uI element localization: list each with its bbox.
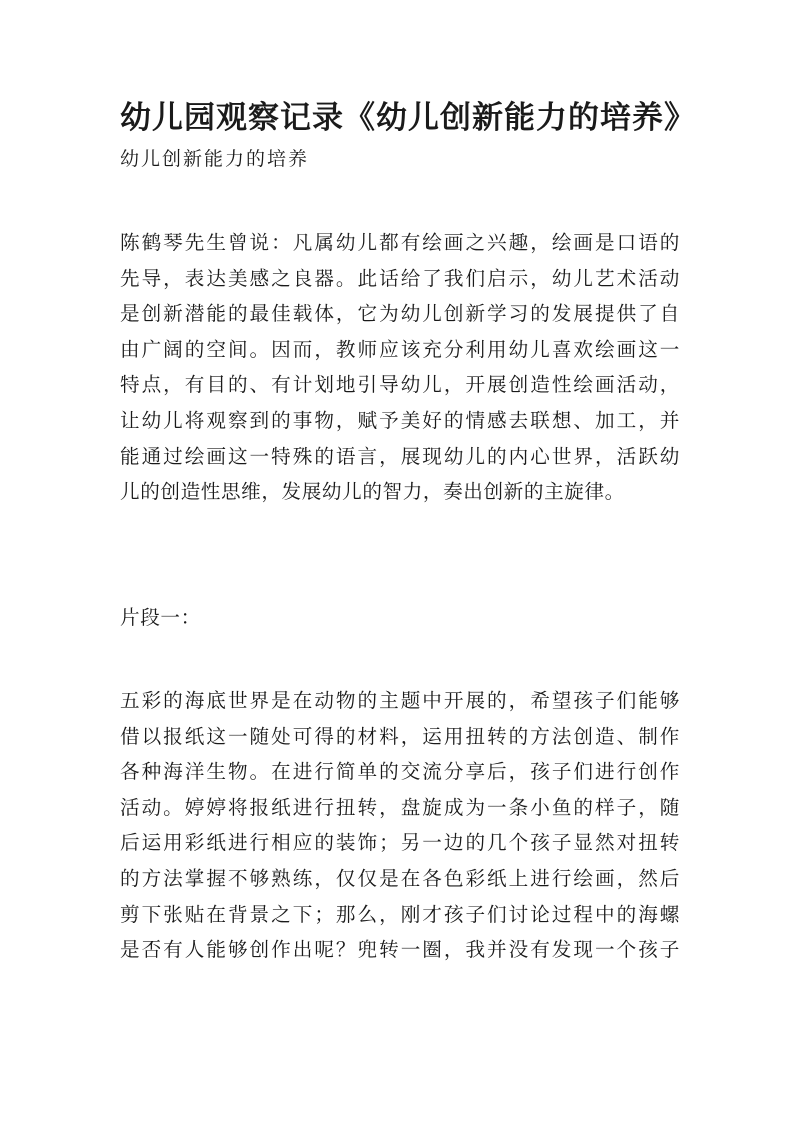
paragraph-line: 先导，表达美感之良器。此话给了我们启示，幼儿艺术活动	[120, 266, 680, 290]
paragraph-line: 五彩的海底世界是在动物的主题中开展的，希望孩子们能够	[120, 689, 680, 712]
paragraph-line: 各种海洋生物。在进行简单的交流分享后，孩子们进行创作	[120, 760, 680, 784]
paragraph-line: 让幼儿将观察到的事物，赋予美好的情感去联想、加工，并	[120, 408, 680, 432]
paragraph-line: 是创新潜能的最佳载体，它为幼儿创新学习的发展提供了自	[120, 302, 680, 326]
paragraph-line: 陈鹤琴先生曾说：凡属幼儿都有绘画之兴趣，绘画是口语的	[120, 231, 680, 254]
section-heading-text: 片段一：	[120, 606, 201, 629]
document-title: 幼儿园观察记录《幼儿创新能力的培养》	[120, 100, 696, 136]
paragraph-line: 活动。婷婷将报纸进行扭转，盘旋成为一条小鱼的样子，随	[120, 795, 680, 819]
paragraph-line: 儿的创造性思维，发展幼儿的智力，奏出创新的主旋律。	[120, 480, 625, 504]
paragraph-line: 能通过绘画这一特殊的语言，展现幼儿的内心世界，活跃幼	[120, 444, 680, 468]
document-subtitle: 幼儿创新能力的培养	[120, 148, 310, 170]
paragraph-line: 由广阔的空间。因而，教师应该充分利用幼儿喜欢绘画这一	[120, 337, 680, 361]
paragraph-line: 剪下张贴在背景之下；那么，刚才孩子们讨论过程中的海螺	[120, 902, 680, 926]
paragraph-line: 的方法掌握不够熟练，仅仅是在各色彩纸上进行绘画，然后	[120, 866, 680, 890]
section-heading	[120, 600, 680, 636]
paragraph-line: 借以报纸这一随处可得的材料，运用扭转的方法创造、制作	[120, 724, 680, 748]
segment-paragraph	[120, 683, 680, 968]
paragraph-line: 特点，有目的、有计划地引导幼儿，开展创造性绘画活动，	[120, 373, 680, 397]
intro-paragraph	[120, 225, 680, 510]
paragraph-line: 后运用彩纸进行相应的装饰；另一边的几个孩子显然对扭转	[120, 831, 680, 855]
paragraph-line: 是否有人能够创作出呢？兜转一圈，我并没有发现一个孩子	[120, 938, 680, 962]
